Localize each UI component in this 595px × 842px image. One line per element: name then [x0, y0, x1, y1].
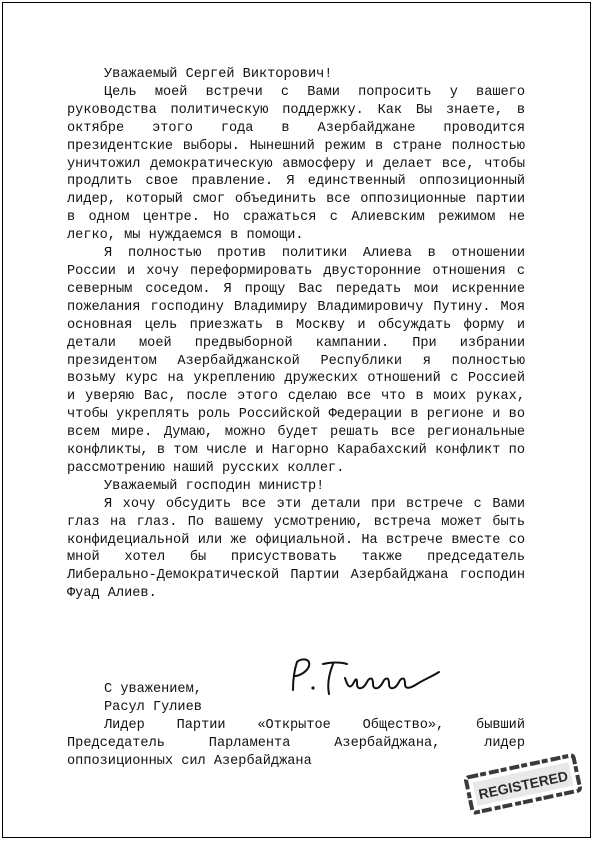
- greeting-minister: Уважаемый господин министр!: [104, 478, 325, 494]
- stamp-text: REGISTERED: [477, 767, 570, 803]
- paragraph-2: Я полностью против политики Алиева в отношении России и хочу переформировать двусторонние отношения с северным соседом. Я прощу Вас передать мои искренние пожелания господину Владимиру Владимировичу Путину. Моя основная цель приезжать в Москву и обсуждать форму и детали моей предвыборной кампании. При избрании президентом Азербайджанской Республики я полностью возьму курс на укреплению дружеских отношений с Россией и уверяю Вас, после этого сделаю все что в моих руках, чтобы укреплять роль Российской Федерации в регионе и во всем мире. Думаю, можно будет решать все региональные конфликты, в том числе и Нагорно Карабахский конфликт по рассмотрению наший русских коллег.: [67, 246, 525, 476]
- signer-name: Расул Гулиев: [104, 699, 202, 715]
- signer-title: Лидер Партии «Открытое Общество», бывший Председатель Парламента Азербайджана, лидер оппозиционных сил Азербайджана: [67, 717, 525, 769]
- paragraph-1: Цель моей встречи с Вами попросить у вашего руководства политическую поддержку. Как Вы знаете, в октябре этого года в Азербайджане проводится президентские выборы. Нынешний режим в стране полностью уничтожил демократическую авмосферу и делает все, чтобы продлить свое правление. Я единственный оппозиционный лидер, который смог объединить все оппозиционные партии в одном центре. Но сражаться с Алиевским режимом не легко, мы нуждаемся в помощи.: [67, 84, 525, 244]
- letter-body: [67, 66, 525, 603]
- paragraph-3: Я хочу обсудить все эти детали при встрече с Вами глаз на глаз. По вашему усмотрению, встреча может быть конфидециальной или же официальной. На встрече вместе со мной хотел бы присуствовать также председатель Либерально-Демократической Партии Азербайджана господин Фуад Алиев.: [67, 496, 525, 602]
- greeting: Уважаемый Сергей Викторович!: [104, 67, 333, 82]
- closing-block: [67, 681, 525, 771]
- regards-line: С уважением,: [104, 682, 202, 697]
